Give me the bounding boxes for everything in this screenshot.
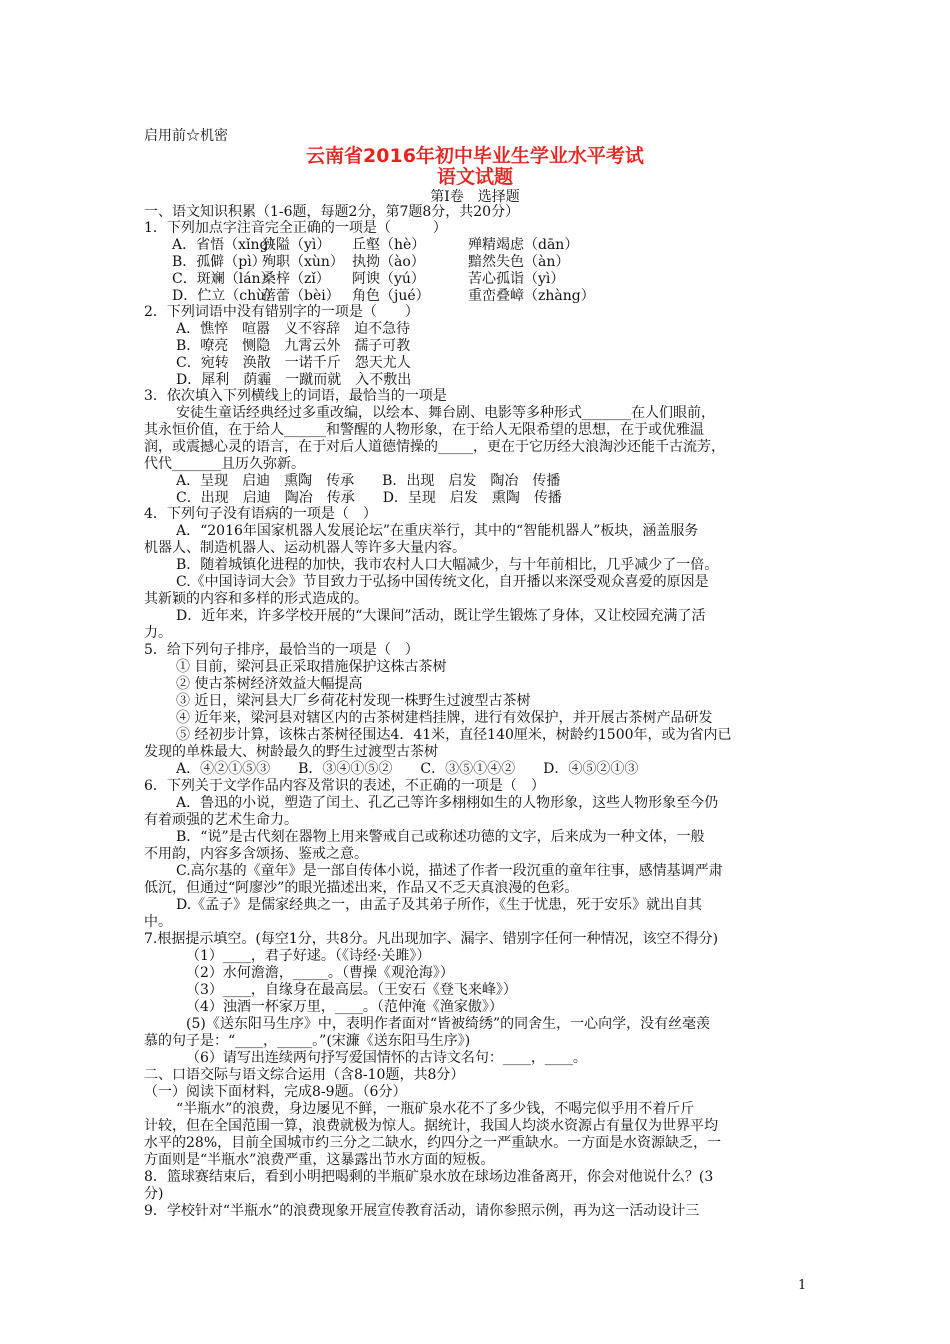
q7-item: （2）水何澹澹，_____。（曹操《观沧海》）	[186, 965, 454, 981]
q5-item: ① 目前，梁河县正采取措施保护这株古茶树	[176, 659, 447, 675]
q3-passage-line: 安徒生童话经典经过多重改编，以绘本、舞台剧、电影等多种形式_______在人们眼前，	[176, 405, 715, 421]
q3-passage-line: 其永恒价值，在于给人______和警醒的人物形象，在于给人无限希望的思想，在于或优雅温	[144, 422, 704, 438]
q1-a-2: 狭隘（yì）	[262, 237, 331, 253]
q1-c-3: 阿谀（yú）	[352, 271, 425, 287]
q7-item5-cont: 慕的句子是：“____，_____。”(宋濂《送东阳马生序》)	[144, 1033, 471, 1049]
q7-item: （3）____，自缘身在最高层。（王安石《登飞来峰》）	[186, 982, 517, 998]
q6-option-b-cont: 不用韵，内容多含颂扬、鉴戒之意。	[144, 846, 368, 862]
q4-option-a: A．“2016年国家机器人发展论坛”在重庆举行，其中的“智能机器人”板块，涵盖服务	[176, 523, 699, 539]
material-line: 计较，但在全国范围一算，浪费就极为惊人。据统计，我国人均淡水资源占有量仅为世界平均	[144, 1118, 718, 1134]
section2-sub: （一）阅读下面材料，完成8-9题。（6分）	[144, 1084, 407, 1100]
q1-b-3: 执拗（ào）	[352, 254, 425, 270]
q9-stem: 9．学校针对“半瓶水”的浪费现象开展宣传教育活动，请你参照示例，再为这一活动设计三	[144, 1203, 700, 1219]
q3-stem: 3．依次填入下列横线上的词语，最恰当的一项是	[144, 388, 447, 404]
part-heading: 第Ⅰ卷 选择题	[430, 189, 520, 205]
q5-item: ⑤ 经初步计算，该株古茶树径围达4．41米，直径140厘米，树龄约1500年，或为省内已	[176, 727, 732, 743]
page-number: 1	[798, 1278, 807, 1293]
q1-d-2: 蓓蕾（bèi）	[262, 288, 340, 304]
confidential-mark: 启用前☆机密	[144, 128, 228, 144]
q5-item: ④ 近年来，梁河县对辖区内的古茶树建档挂牌，进行有效保护，并开展古茶树产品研发	[176, 710, 713, 726]
material-line: 方面则是“半瓶水”浪费严重，这暴露出节水方面的短板。	[144, 1152, 495, 1168]
q8-stem: 8．篮球赛结束后，看到小明把喝剩的半瓶矿泉水放在球场边准备离开，你会对他说什么？(3	[144, 1169, 714, 1185]
q6-option-a: A．鲁迅的小说，塑造了闰土、孔乙己等许多栩栩如生的人物形象，这些人物形象至今仍	[176, 795, 719, 811]
q5-options: A．④②①⑤③ B．③④①⑤② C．③⑤①④② D．④⑤②①③	[176, 761, 639, 777]
q3-passage-line: 润，或震撼心灵的语言，在于对后人道德情操的_____，更在于它历经大浪淘沙还能千古流芳，	[144, 439, 725, 455]
material-line: 水平的28%，目前全国城市约三分之二缺水，约四分之一严重缺水。一方面是水资源缺乏，一	[144, 1135, 722, 1151]
q3-passage-line: 代代_______且历久弥新。	[144, 456, 305, 472]
q5-stem: 5．给下列句子排序，最恰当的一项是（ ）	[144, 642, 419, 658]
q1-b-4: 黯然失色（àn）	[468, 254, 570, 270]
exam-subtitle: 语文试题	[436, 166, 513, 188]
q6-option-b: B．“说”是古代刻在器物上用来警戒自己或称述功德的文字，后来成为一种文体，一般	[176, 829, 705, 845]
q5-item-cont: 发现的单株最大、树龄最久的野生过渡型古茶树	[144, 744, 438, 760]
q4-stem: 4．下列句子没有语病的一项是（ ）	[144, 506, 377, 522]
q5-item: ③ 近日，梁河县大厂乡荷花村发现一株野生过渡型古茶树	[176, 693, 531, 709]
q2-option-b: B．嘹亮 恻隐 九霄云外 孺子可教	[176, 338, 411, 354]
q1-a-3: 丘壑（hè）	[352, 237, 426, 253]
q4-option-a-cont: 机器人、制造机器人、运动机器人等许多大量内容。	[144, 540, 466, 556]
q1-option-b	[172, 254, 569, 271]
q7-item: （4）浊酒一杯家万里，____。（范仲淹《渔家傲》）	[186, 999, 503, 1015]
q7-item: （1）____，君子好逑。（《诗经·关雎》）	[186, 948, 431, 964]
q1-c-4: 苦心孤诣（yì）	[468, 271, 565, 287]
section1-heading: 一、语文知识积累（1-6题，每题2分，第7题8分，共20分）	[144, 204, 520, 220]
q6-stem: 6．下列关于文学作品内容及常识的表述，不正确的一项是（ ）	[144, 778, 545, 794]
q1-option-d	[172, 288, 595, 305]
q2-option-d: D．犀利 荫霾 一蹴而就 入不敷出	[176, 372, 412, 388]
q6-option-d-cont: 中。	[144, 914, 172, 930]
q5-item: ② 使古茶树经济效益大幅提高	[176, 676, 363, 692]
q7-item5: (5)《送东阳马生序》中，表明作者面对“皆被绮绣”的同舍生，一心向学，没有丝毫羡	[186, 1016, 711, 1032]
material-line: “半瓶水”的浪费，身边屡见不鲜，一瓶矿泉水花不了多少钱，不喝完似乎用不着斤斤	[176, 1101, 695, 1117]
q3-options-ab: A．呈现 启迪 熏陶 传承 B．出现 启发 陶冶 传播	[176, 473, 561, 489]
q7-item6: （6）请写出连续两句抒写爱国情怀的古诗文名句：____，____。	[186, 1050, 587, 1066]
q1-c-1: C．斑斓（lán）	[172, 271, 275, 287]
q4-option-b: B．随着城镇化进程的加快，我市农村人口大幅减少，与十年前相比，几乎减少了一倍。	[176, 557, 719, 573]
q1-b-2: 殉职（xùn）	[262, 254, 344, 270]
q7-stem: 7.根据提示填空。(每空1分，共8分。凡出现加字、漏字、错别字任何一种情况，该空不得分)	[144, 931, 719, 947]
exam-title: 云南省2016年初中毕业生学业水平考试	[306, 145, 644, 167]
q1-d-4: 重峦叠嶂（zhàng）	[468, 288, 595, 304]
q3-options-cd: C．出现 启迪 陶冶 传承 D．呈现 启发 熏陶 传播	[176, 490, 562, 506]
q1-d-3: 角色（jué）	[352, 288, 430, 304]
q1-a-4: 殚精竭虑（dān）	[468, 237, 579, 253]
q4-option-c: C.《中国诗词大会》节目致力于弘扬中国传统文化，自开播以来深受观众喜爱的原因是	[176, 574, 709, 590]
q4-option-d-cont: 力。	[144, 625, 172, 641]
q6-option-c: C.高尔基的《童年》是一部自传体小说，描述了作者一段沉重的童年往事，感情基调严肃	[176, 863, 723, 879]
q1-b-1: B．孤僻（pì）	[172, 254, 266, 270]
section2-heading: 二、口语交际与语文综合运用（含8-10题，共8分）	[144, 1067, 465, 1083]
q1-a-1: A．省悟（xǐng）	[172, 237, 283, 253]
q4-option-c-cont: 其新颖的内容和多样的形式造成的。	[144, 591, 368, 607]
q1-option-a	[172, 237, 578, 254]
q6-option-a-cont: 有着顽强的艺术生命力。	[144, 812, 298, 828]
q6-option-c-cont: 低沉，但通过“阿廖沙”的眼光描述出来，作品又不乏天真浪漫的色彩。	[144, 880, 579, 896]
q2-option-c: C．宛转 涣散 一诺千斤 怨天尤人	[176, 355, 411, 371]
q4-option-d: D．近年来，许多学校开展的“大课间”活动，既让学生锻炼了身体，又让校园充满了活	[176, 608, 706, 624]
q8-stem-cont: 分)	[144, 1186, 164, 1202]
q6-option-d: D.《孟子》是儒家经典之一，由孟子及其弟子所作，《生于忧患，死于安乐》就出自其	[176, 897, 703, 913]
q2-option-a: A．憔悴 喧嚣 义不容辞 迫不急待	[176, 321, 411, 337]
q1-option-c	[172, 271, 564, 288]
q2-stem: 2．下列词语中没有错别字的一项是（ ）	[144, 304, 419, 320]
q1-c-2: 桑梓（zǐ）	[262, 271, 330, 287]
q1-stem: 1．下列加点字注音完全正确的一项是（ ）	[144, 220, 447, 236]
q1-d-1: D．伫立（chù）	[172, 288, 280, 304]
